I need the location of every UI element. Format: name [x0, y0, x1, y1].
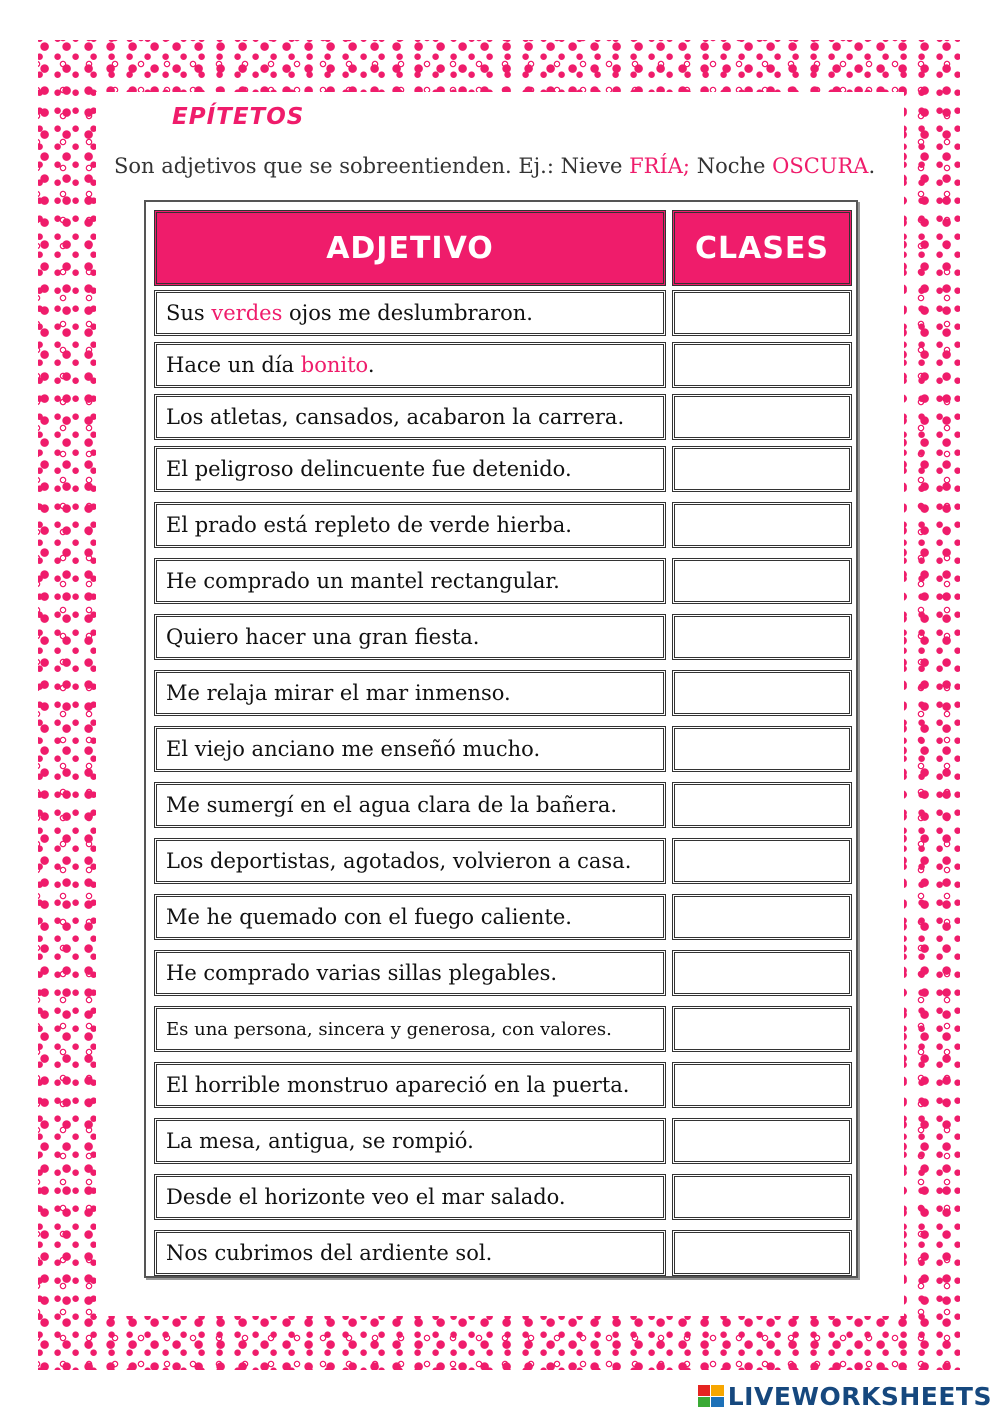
sentence-text	[166, 905, 572, 929]
header-adjective: ADJETIVO	[154, 210, 666, 286]
sentence-text	[166, 1129, 474, 1153]
sentence-text	[166, 961, 557, 985]
adjective-highlight: verdes	[211, 301, 283, 325]
sentence-cell	[154, 894, 666, 940]
table-row	[146, 670, 856, 716]
sentence-cell	[154, 726, 666, 772]
sentence-text	[166, 737, 540, 761]
answer-field[interactable]	[672, 782, 852, 828]
sentence-text	[166, 1185, 566, 1209]
sentence-cell	[154, 1118, 666, 1164]
sentence-part: Nos cubrimos del ardiente sol.	[166, 1241, 493, 1265]
table-row	[146, 502, 856, 548]
sentence-cell	[154, 670, 666, 716]
table-row	[146, 1062, 856, 1108]
sentence-part: Me he quemado con el fuego caliente.	[166, 905, 572, 929]
sentence-part: Sus	[166, 301, 212, 325]
answer-field[interactable]	[672, 1006, 852, 1052]
sentence-cell	[154, 502, 666, 548]
intro-part: Son adjetivos que se sobreentienden. Ej.: Nieve	[114, 154, 630, 178]
intro-text	[114, 154, 875, 178]
answer-field[interactable]	[672, 558, 852, 604]
sentence-part: Hace un día	[166, 353, 301, 377]
sentence-text	[166, 353, 375, 377]
table-row	[146, 950, 856, 996]
header-classes: CLASES	[672, 210, 852, 286]
answer-field[interactable]	[672, 1118, 852, 1164]
sentence-part: .	[367, 353, 375, 377]
intro-part: .	[868, 154, 876, 178]
table-row	[146, 838, 856, 884]
sentence-cell	[154, 838, 666, 884]
sentence-cell	[154, 290, 666, 336]
sentence-cell	[154, 1230, 666, 1276]
sentence-text	[166, 793, 617, 817]
answer-field[interactable]	[672, 446, 852, 492]
table-row	[146, 1174, 856, 1220]
sentence-part: El horrible monstruo apareció en la puerta.	[166, 1073, 630, 1097]
sentence-part: La mesa, antigua, se rompió.	[166, 1129, 474, 1153]
answer-field[interactable]	[672, 950, 852, 996]
sentence-cell	[154, 1006, 666, 1052]
table-row	[146, 726, 856, 772]
sentence-part: ojos me deslumbraron.	[282, 301, 533, 325]
table-row	[146, 1006, 856, 1052]
sentence-text	[166, 849, 631, 873]
sentence-cell	[154, 1174, 666, 1220]
sentence-part: El viejo anciano me enseñó mucho.	[166, 737, 541, 761]
sentence-part: Me sumergí en el agua clara de la bañera.	[166, 793, 618, 817]
sentence-text	[166, 301, 533, 325]
sentence-part: He comprado un mantel rectangular.	[166, 569, 560, 593]
sentence-text	[166, 405, 624, 429]
table-row	[146, 1118, 856, 1164]
table-row	[146, 1230, 856, 1276]
answer-field[interactable]	[672, 614, 852, 660]
sentence-cell	[154, 394, 666, 440]
answer-field[interactable]	[672, 894, 852, 940]
sentence-cell	[154, 782, 666, 828]
table-row	[146, 446, 856, 492]
table-row	[146, 782, 856, 828]
sentence-part: Desde el horizonte veo el mar salado.	[166, 1185, 566, 1209]
sentence-part: Es una persona, sincera y generosa, con valores.	[166, 1018, 612, 1040]
sentence-text	[166, 625, 479, 649]
sentence-part: Me relaja mirar el mar inmenso.	[166, 681, 511, 705]
sentence-cell	[154, 558, 666, 604]
sentence-part: He comprado varias sillas plegables.	[166, 961, 558, 985]
sentence-text	[166, 1019, 612, 1040]
page-title: EPÍTETOS	[172, 104, 305, 130]
sentence-cell	[154, 446, 666, 492]
sentence-text	[166, 513, 572, 537]
logo-text: LIVEWORKSHEETS	[727, 1381, 992, 1411]
sentence-cell	[154, 1062, 666, 1108]
answer-field[interactable]	[672, 1062, 852, 1108]
sentence-text	[166, 569, 560, 593]
table-row	[146, 342, 856, 388]
sentence-cell	[154, 342, 666, 388]
table-row	[146, 558, 856, 604]
sentence-text	[166, 457, 572, 481]
adjective-highlight: bonito	[300, 353, 368, 377]
sentence-cell	[154, 950, 666, 996]
sentence-cell	[154, 614, 666, 660]
sentence-part: Los deportistas, agotados, volvieron a casa.	[166, 849, 632, 873]
exercise-table	[144, 200, 858, 1278]
logo-icon	[698, 1385, 724, 1407]
sentence-part: El peligroso delincuente fue detenido.	[166, 457, 572, 481]
sentence-part: Quiero hacer una gran fiesta.	[166, 625, 480, 649]
table-row	[146, 894, 856, 940]
table-row	[146, 614, 856, 660]
sentence-part: El prado está repleto de verde hierba.	[166, 513, 572, 537]
answer-field[interactable]	[672, 1230, 852, 1276]
sentence-text	[166, 681, 511, 705]
answer-field[interactable]	[672, 670, 852, 716]
answer-field[interactable]	[672, 726, 852, 772]
sentence-text	[166, 1073, 629, 1097]
table-row	[146, 394, 856, 440]
answer-field[interactable]	[672, 838, 852, 884]
table-rows	[146, 202, 856, 1276]
liveworksheets-logo	[698, 1381, 992, 1411]
answer-field[interactable]	[672, 290, 852, 336]
table-row	[146, 290, 856, 336]
answer-field[interactable]	[672, 342, 852, 388]
intro-highlight: FRÍA;	[629, 154, 691, 178]
sentence-part: Los atletas, cansados, acabaron la carrera.	[166, 405, 625, 429]
answer-field[interactable]	[672, 1174, 852, 1220]
sentence-text	[166, 1241, 492, 1265]
answer-field[interactable]	[672, 394, 852, 440]
intro-highlight: OSCURA	[772, 154, 869, 178]
intro-part: Noche	[690, 154, 773, 178]
answer-field[interactable]	[672, 502, 852, 548]
